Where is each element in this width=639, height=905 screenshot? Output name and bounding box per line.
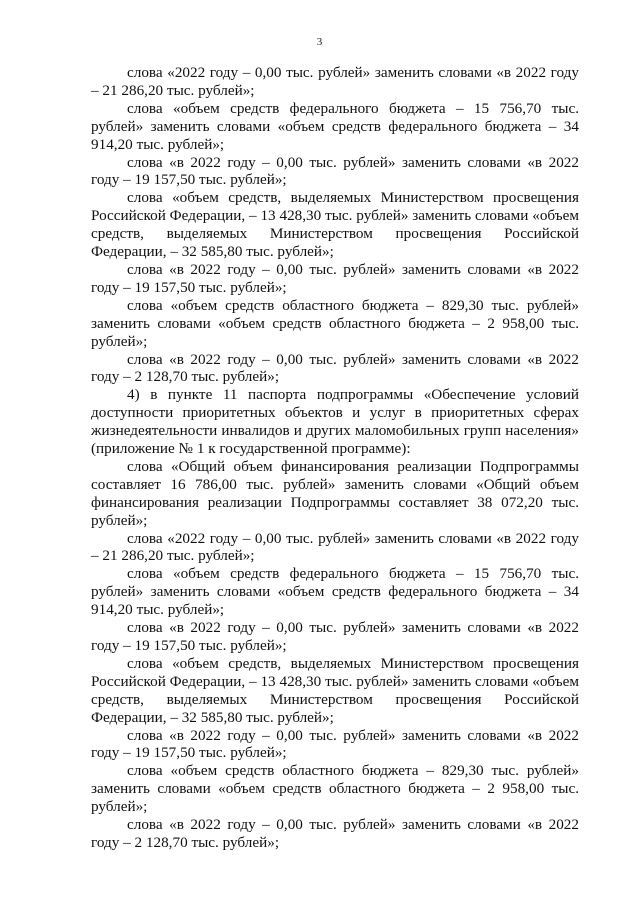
paragraph: слова «в 2022 году – 0,00 тыс. рублей» заменить словами «в 2022 году – 2 128,70 тыс. рублей»; — [91, 816, 579, 851]
paragraph: слова «2022 году – 0,00 тыс. рублей» заменить словами «в 2022 году – 21 286,20 тыс. рублей»; — [91, 529, 579, 565]
paragraph: слова «объем средств областного бюджета – 829,30 тыс. рублей» заменить словами «объем средств областного бюджета – 2 958,00 тыс. рублей»; — [91, 296, 579, 350]
paragraph: 4) в пункте 11 паспорта подпрограммы «Обеспечение условий доступности приоритетных объектов и услуг в приоритетных сферах жизнедеятельности инвалидов и других маломобильных групп населения» (приложение № 1 к государственной программе): — [91, 386, 579, 458]
paragraph: слова «в 2022 году – 0,00 тыс. рублей» заменить словами «в 2022 году – 19 157,50 тыс. рублей»; — [91, 153, 579, 189]
paragraph: слова «объем средств, выделяемых Министерством просвещения Российской Федерации, – 13 428,30 тыс. рублей» заменить словами «объем средств, выделяемых Министерством просвещения Российской Федерации, – 32 585,80 тыс. рублей»; — [91, 189, 579, 261]
paragraph: слова «объем средств федерального бюджета – 15 756,70 тыс. рублей» заменить словами «объем средств федерального бюджета – 34 914,20 тыс. рублей»; — [91, 99, 579, 153]
paragraph: слова «объем средств федерального бюджета – 15 756,70 тыс. рублей» заменить словами «объем средств федерального бюджета – 34 914,20 тыс. рублей»; — [91, 565, 579, 619]
paragraph: слова «объем средств областного бюджета – 829,30 тыс. рублей» заменить словами «объем средств областного бюджета – 2 958,00 тыс. рублей»; — [91, 762, 579, 816]
paragraph: слова «Общий объем финансирования реализации Подпрограммы составляет 16 786,00 тыс. рублей» заменить словами «Общий объем финансирования реализации Подпрограммы составляет 38 072,20 тыс. рублей»; — [91, 457, 579, 529]
paragraph: слова «в 2022 году – 0,00 тыс. рублей» заменить словами «в 2022 году – 19 157,50 тыс. рублей»; — [91, 619, 579, 654]
paragraph: слова «в 2022 году – 0,00 тыс. рублей» заменить словами «в 2022 году – 2 128,70 тыс. рублей»; — [91, 350, 579, 386]
paragraph: слова «в 2022 году – 0,00 тыс. рублей» заменить словами «в 2022 году – 19 157,50 тыс. рублей»; — [91, 260, 579, 296]
paragraph: слова «в 2022 году – 0,00 тыс. рублей» заменить словами «в 2022 году – 19 157,50 тыс. рублей»; — [91, 726, 579, 762]
paragraph: слова «2022 году – 0,00 тыс. рублей» заменить словами «в 2022 году – 21 286,20 тыс. рублей»; — [91, 64, 579, 99]
paragraph: слова «объем средств, выделяемых Министерством просвещения Российской Федерации, – 13 428,30 тыс. рублей» заменить словами «объем средств, выделяемых Министерством просвещения Российской Федерации, – 32 585,80 тыс. рублей»; — [91, 654, 579, 726]
document-body — [91, 64, 579, 852]
page-number: 3 — [316, 36, 323, 48]
